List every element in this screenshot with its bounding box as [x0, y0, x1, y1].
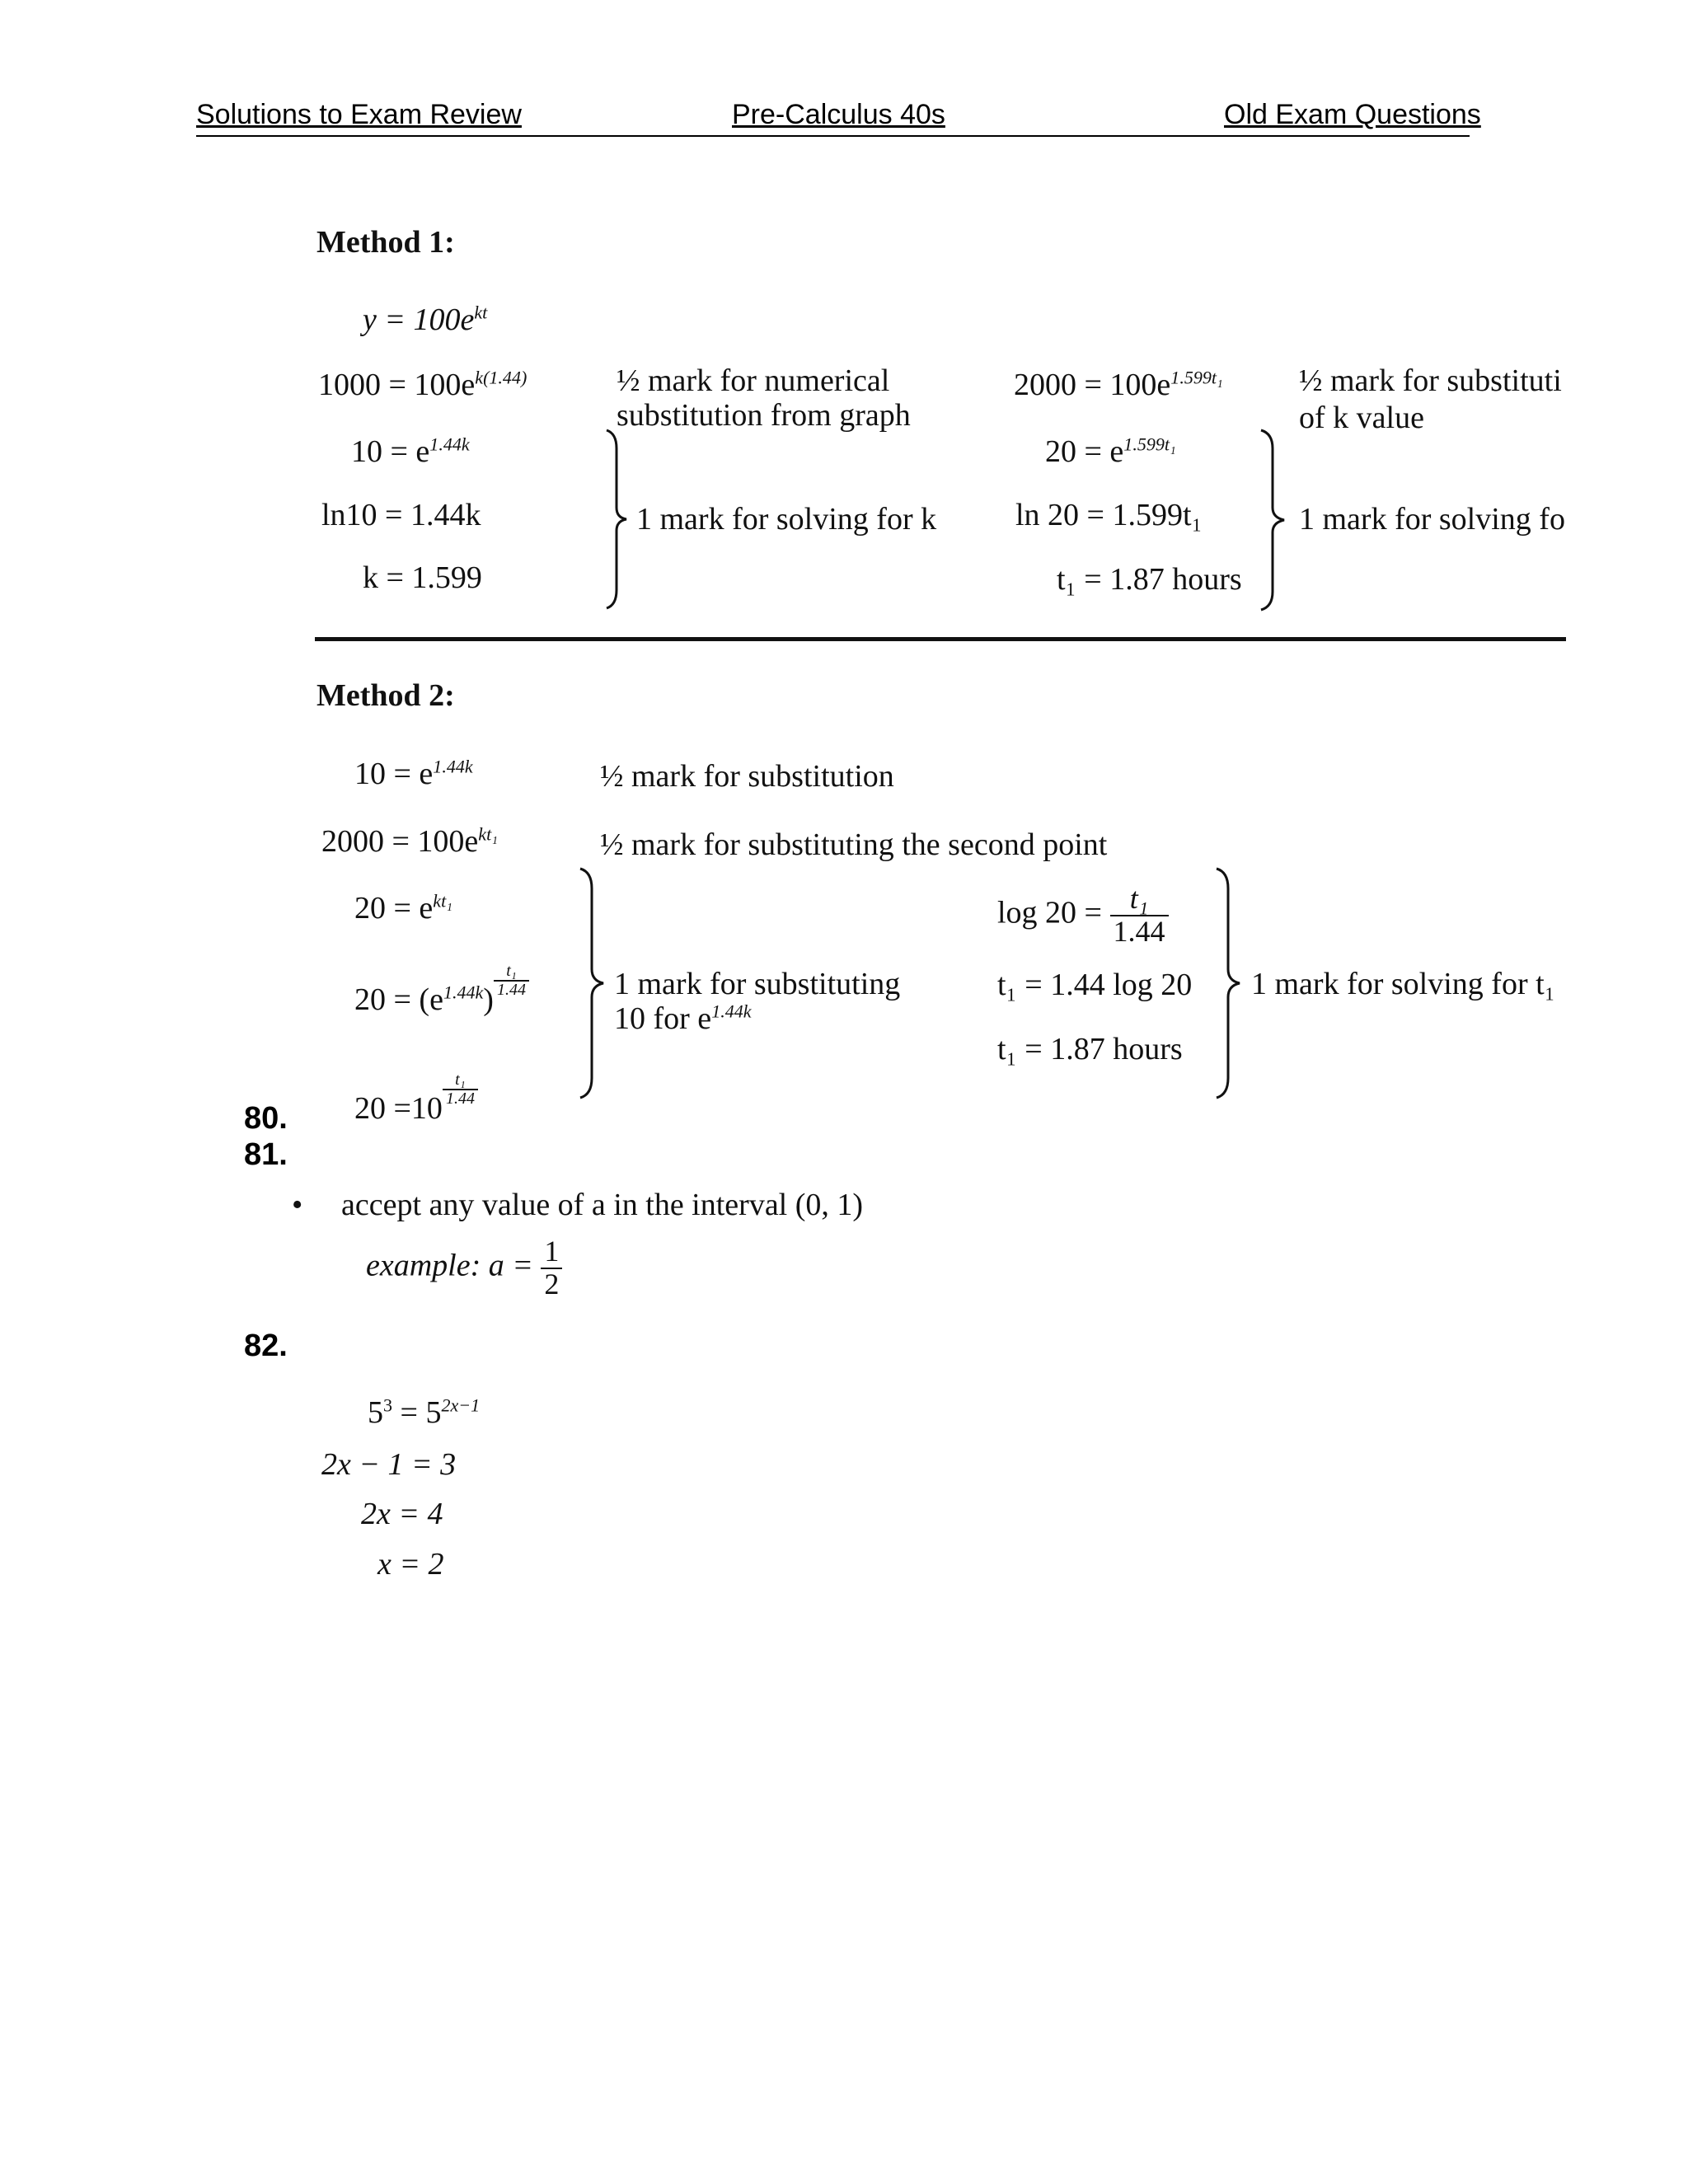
m1-eq-1000: $1000 = 100e^{k(1.44)}$	[318, 367, 528, 402]
header-right: Old Exam Questions	[1224, 99, 1481, 130]
m1-eq-k: k = 1.599	[363, 560, 482, 595]
m2-note-right: 1 mark for solving for t₁	[1251, 967, 1555, 1001]
m1-note-sub-1: ½ mark for numerical	[617, 363, 890, 398]
q82-eq-4: x = 2	[377, 1547, 444, 1582]
m1-eq-20: $20 = e^{1.599t_1}$	[1045, 434, 1176, 469]
m2-brace-right	[1215, 867, 1243, 1099]
m1-eq-ln10: ln10 = 1.44k	[321, 498, 481, 532]
m2-note-1: ½ mark for substitution	[600, 759, 894, 794]
q81-example: example: a = $\frac{1}{2}$	[366, 1236, 562, 1301]
m1-eq-2000: $2000 = 100e^{1.599t_1}$	[1014, 367, 1223, 402]
method1-heading: Method 1:	[316, 225, 455, 260]
m1-note-sub-2: substitution from graph	[617, 398, 911, 433]
q82-eq-2: 2x − 1 = 3	[321, 1447, 457, 1482]
question-82-number: 82.	[244, 1329, 288, 1363]
page-header	[196, 99, 1481, 137]
m1-eq-t1: t₁ = 1.87 hours	[1057, 562, 1242, 597]
m1-eq-ln20: ln 20 = 1.599t₁	[1015, 498, 1203, 532]
m2-note-mid-2: 10 for $e^{1.44k}$	[614, 1001, 752, 1036]
m1-note-k-2: of k value	[1299, 401, 1424, 435]
m2-eq-20-a: $20 = e^{kt_1}$	[354, 890, 452, 926]
m2-eq-t1-b: t₁ = 1.87 hours	[997, 1032, 1183, 1066]
q82-eq-3: 2x = 4	[361, 1497, 443, 1531]
m1-note-k-1: ½ mark for substituti	[1299, 363, 1562, 398]
m2-eq-10: $10 = e^{1.44k}$	[354, 756, 473, 791]
m2-note-2: ½ mark for substituting the second point	[600, 827, 1108, 862]
m2-eq-20-b: $20 = (e^{1.44k})$ $\frac{\text{t₁}}{1.44}$	[354, 963, 529, 1018]
m2-eq-2000: $2000 = 100e^{kt_1}$	[321, 823, 498, 859]
header-center: Pre-Calculus 40s	[732, 99, 945, 130]
question-81-number: 81.	[244, 1137, 288, 1172]
m2-eq-log20: log 20 = $\frac{\text{t₁}}{1.44}$	[997, 883, 1169, 948]
m1-eq-10: $10 = e^{1.44k}$	[351, 434, 470, 469]
m1-brace-right	[1259, 429, 1287, 612]
header-left: Solutions to Exam Review	[196, 99, 522, 130]
m2-eq-20-c: 20 =10 $\frac{\text{t₁}}{1.44}$	[354, 1071, 478, 1127]
q82-eq-1: $5^3 = 5^{2x-1}$	[368, 1394, 481, 1430]
method2-heading: Method 2:	[316, 678, 455, 713]
m2-note-mid-1: 1 mark for substituting	[614, 967, 901, 1001]
method-divider	[315, 637, 1566, 641]
m2-brace-left	[579, 867, 607, 1099]
m1-note-solve-k: 1 mark for solving for k	[636, 502, 937, 537]
m1-eq-y: $y = 100e^{kt}$	[363, 302, 488, 337]
q81-text: accept any value of a in the interval (0, 1)	[341, 1188, 864, 1222]
m1-note-solve-t: 1 mark for solving fo	[1299, 502, 1565, 537]
q81-bullet: •	[292, 1188, 303, 1222]
question-80-number: 80.	[244, 1101, 288, 1136]
m1-brace-left	[605, 429, 630, 610]
m2-eq-t1-a: t₁ = 1.44 log 20	[997, 968, 1193, 1002]
